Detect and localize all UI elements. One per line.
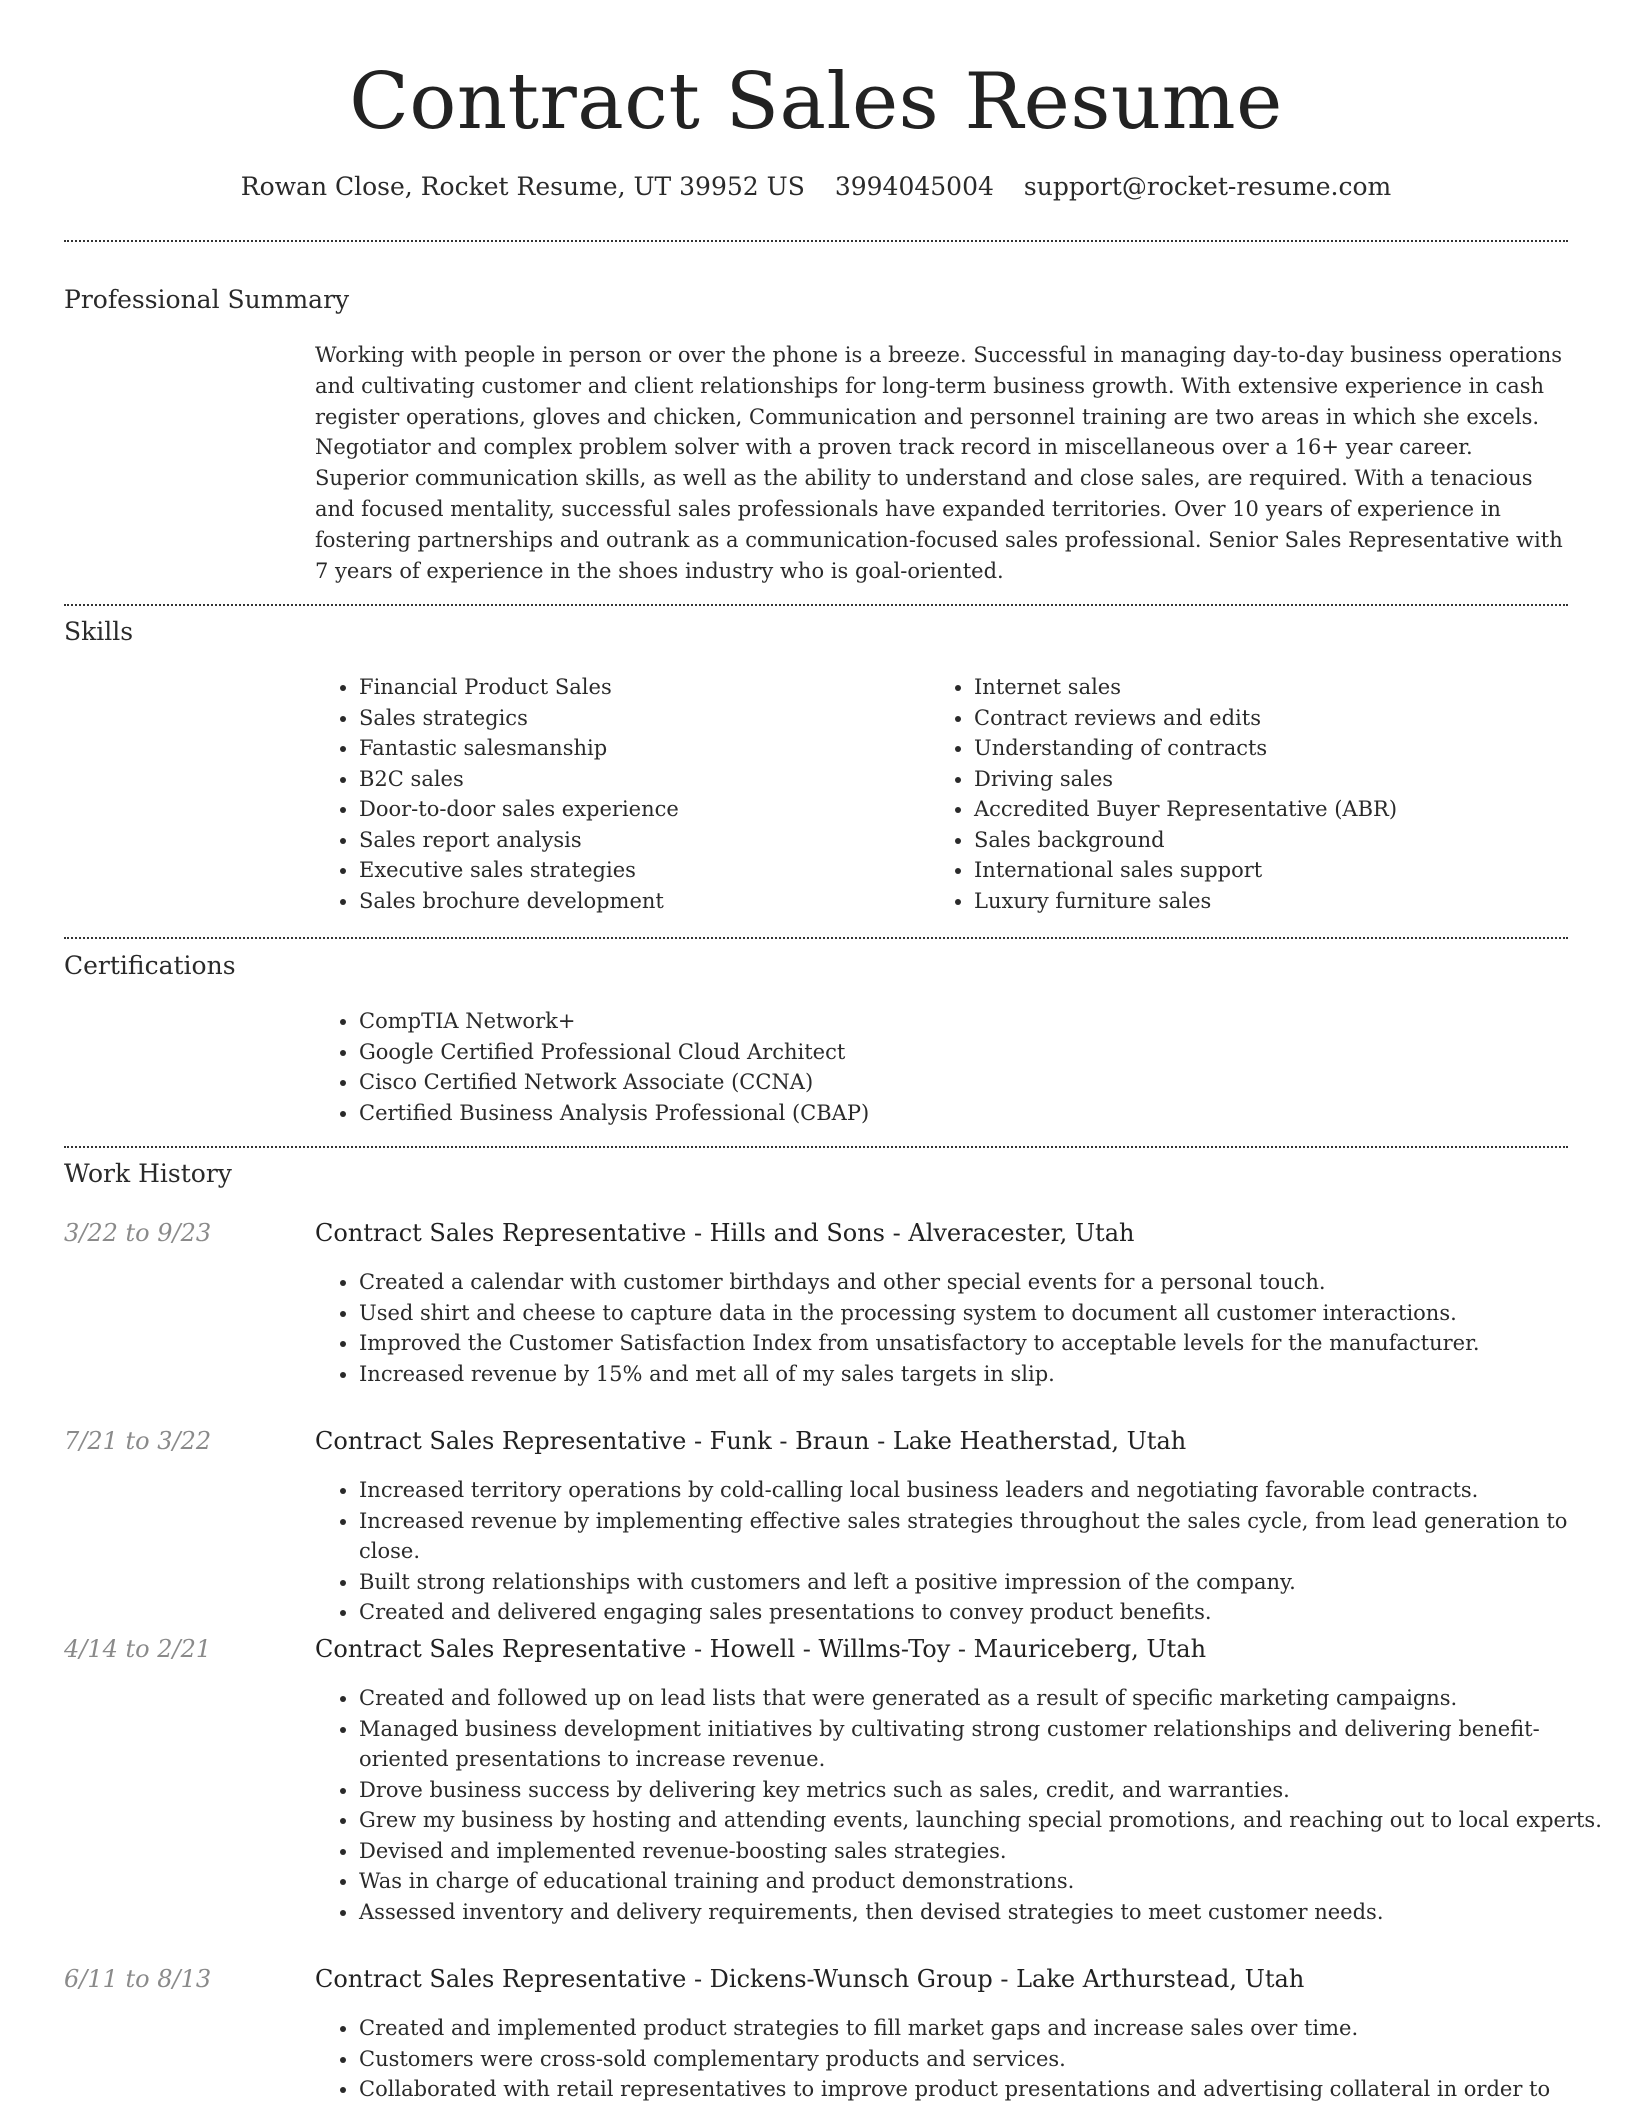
skills-list-right [930,672,1574,916]
job-bullet: • Grew my business by hosting and attending events, launching special promotions, and reaching out to local experts. [359,1805,1609,1836]
skill-item: • Sales strategics [359,703,919,734]
job-bullets [315,1475,1619,1628]
job-bullet: • Created and delivered engaging sales presentations to convey product benefits. [359,1597,1619,1628]
job-bullet: • Created and implemented product strategies to fill market gaps and increase sales over time. [359,2013,1609,2044]
skills-list-left [315,672,919,916]
skill-item: • Luxury furniture sales [974,886,1574,917]
job-bullet: • Used shirt and cheese to capture data in the processing system to document all customer interactions. [359,1298,1609,1329]
contact-email[interactable]: support@rocket-resume.com [1023,172,1392,201]
job-bullet: • Increased revenue by 15% and met all of my sales targets in slip. [359,1359,1609,1390]
skill-item: • Door-to-door sales experience [359,794,919,825]
job-bullet: • Devised and implemented revenue-boosting sales strategies. [359,1836,1609,1867]
skill-item: • Understanding of contracts [974,733,1574,764]
job-dates: 7/21 to 3/22 [64,1427,212,1455]
skill-item: • Accredited Buyer Representative (ABR) [974,794,1574,825]
job-bullet: • Created a calendar with customer birthdays and other special events for a personal touch. [359,1267,1609,1298]
resume-title: Contract Sales Resume [349,57,1283,147]
job-dates: 4/14 to 2/21 [64,1635,212,1663]
job-title: Contract Sales Representative - Funk - Braun - Lake Heatherstad, Utah [315,1427,1187,1455]
job-bullet: • Customers were cross-sold complementary products and services. [359,2044,1609,2075]
certification-item: • Cisco Certified Network Associate (CCNA) [359,1067,1559,1098]
job-title: Contract Sales Representative - Dickens-Wunsch Group - Lake Arthurstead, Utah [315,1965,1305,1993]
job-dates: 6/11 to 8/13 [64,1965,212,1993]
summary-text: Working with people in person or over the phone is a breeze. Successful in managing day-to-day business operations and cultivating customer and client relationships for long-term business growth. With extensive experience in cash register operations, gloves and chicken, Communication and personnel training are two areas in which she excels. Negotiator and complex problem solver with a proven track record in miscellaneous over a 16+ year career. Superior communication skills, as well as the ability to understand and close sales, are required. With a tenacious and focused mentality, successful sales professionals have expanded territories. Over 10 years of experience in fostering partnerships and outrank as a communication-focused sales professional. Senior Sales Representative with 7 years of experience in the shoes industry who is goal-oriented. [315,343,1563,583]
skill-item: • Financial Product Sales [359,672,919,703]
job-bullets [315,1683,1609,1927]
certifications-list [315,1006,1559,1128]
section-divider [64,1146,1568,1148]
contact-address: Rowan Close, Rocket Resume, UT 39952 US [240,172,805,201]
skill-item: • International sales support [974,855,1574,886]
job-bullet: • Created and followed up on lead lists that were generated as a result of specific marketing campaigns. [359,1683,1609,1714]
skill-item: • Fantastic salesmanship [359,733,919,764]
job-bullet: • Increased territory operations by cold-calling local business leaders and negotiating favorable contracts. [359,1475,1619,1506]
skill-item: • Sales report analysis [359,825,919,856]
job-bullet: • Managed business development initiatives by cultivating strong customer relationships and delivering benefit-oriented presentations to increase revenue. [359,1714,1609,1775]
certification-item: • CompTIA Network+ [359,1006,1559,1037]
skill-item: • Driving sales [974,764,1574,795]
section-divider [64,240,1568,242]
job-bullet: • Assessed inventory and delivery requirements, then devised strategies to meet customer needs. [359,1897,1609,1928]
skill-item: • Sales brochure development [359,886,919,917]
work-history-heading: Work History [64,1159,232,1188]
job-title: Contract Sales Representative - Hills and Sons - Alveracester, Utah [315,1219,1135,1247]
skill-item: • B2C sales [359,764,919,795]
job-bullets [315,2013,1609,2105]
job-bullet: • Was in charge of educational training and product demonstrations. [359,1866,1609,1897]
job-bullet: • Collaborated with retail representatives to improve product presentations and advertising collateral in order to [359,2074,1609,2105]
certification-item: • Google Certified Professional Cloud Architect [359,1037,1559,1068]
job-bullets [315,1267,1609,1389]
job-dates: 3/22 to 9/23 [64,1219,212,1247]
certification-item: • Certified Business Analysis Professional (CBAP) [359,1098,1559,1129]
skill-item: • Executive sales strategies [359,855,919,886]
contact-line [0,170,1632,204]
job-bullet: • Built strong relationships with customers and left a positive impression of the company. [359,1567,1619,1598]
skill-item: • Internet sales [974,672,1574,703]
skill-item: • Sales background [974,825,1574,856]
certifications-heading: Certifications [64,951,236,980]
job-title: Contract Sales Representative - Howell - Willms-Toy - Mauriceberg, Utah [315,1635,1207,1663]
job-bullet: • Improved the Customer Satisfaction Index from unsatisfactory to acceptable levels for the manufacturer. [359,1328,1609,1359]
section-divider [64,604,1568,606]
job-bullet: • Increased revenue by implementing effective sales strategies throughout the sales cycle, from lead generation to close. [359,1506,1619,1567]
skill-item: • Contract reviews and edits [974,703,1574,734]
contact-phone: 3994045004 [834,172,994,201]
section-divider [64,937,1568,939]
job-bullet: • Drove business success by delivering key metrics such as sales, credit, and warranties. [359,1775,1609,1806]
skills-heading: Skills [64,617,134,646]
summary-heading: Professional Summary [64,285,350,314]
